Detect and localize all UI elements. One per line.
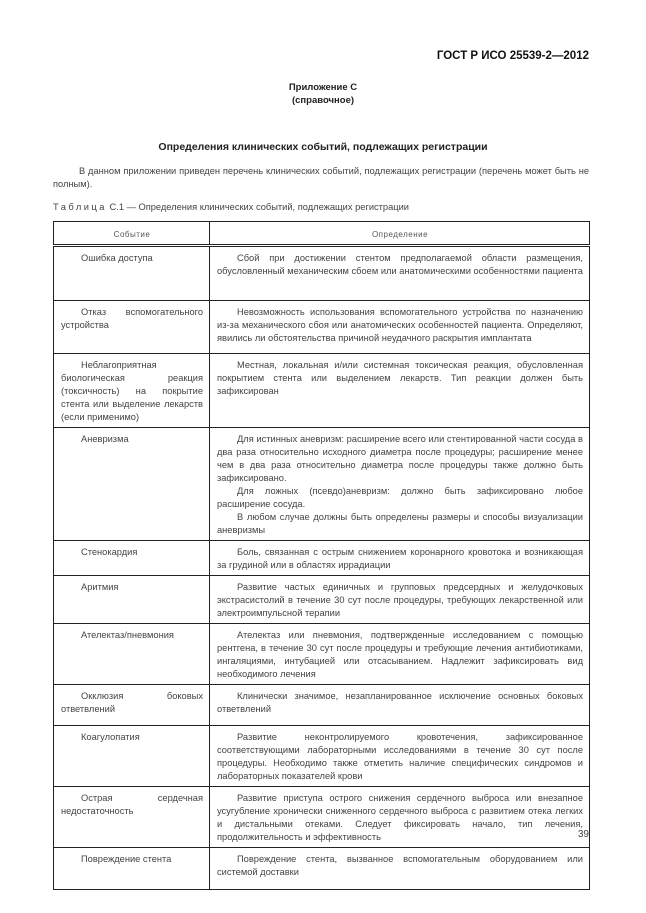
table-caption <box>53 202 409 212</box>
definition-paragraph: Развитие частых единичных и групповых предсердных и желудочковых экстрасистолий в течение 30 сут после процедуры, требующих лекарственной или электроимпульсной терапии <box>217 582 583 618</box>
event-name: Стенокардия <box>81 547 138 557</box>
definition-cell <box>210 246 590 301</box>
definition-cell <box>210 848 590 890</box>
table-header-row <box>54 222 590 246</box>
column-header-event: Событие <box>54 222 210 246</box>
definition-paragraph: Невозможность использования вспомогательного устройства по назначению из-за механического сбоя или анатомических особенностей пациента. Определяют, явились ли обстоятельства причиной неудачного раскрытия имплантата <box>217 307 583 343</box>
table-row <box>54 428 590 541</box>
annex-subtitle: (справочное) <box>291 95 355 106</box>
definition-paragraph: Развитие неконтролируемого кровотечения, зафиксированное соответствующими лабораторными исследованиями в течение 30 сут после процедуры. Необходимо также отметить наличие специфических синдромов и лабораторных показателей крови <box>217 732 583 781</box>
table-row <box>54 787 590 848</box>
annex-heading <box>0 81 646 107</box>
intro-paragraph: В данном приложении приведен перечень клинических событий, подлежащих регистрации (перечень может быть не полным). <box>53 166 589 189</box>
definition-cell <box>210 787 590 848</box>
event-cell <box>54 246 210 301</box>
event-name: Ателектаз/пневмония <box>81 630 174 640</box>
definition-paragraph: Местная, локальная и/или системная токсическая реакция, обусловленная покрытием стента или выделением лекарств. Тип реакции должен быть зафиксирован <box>217 360 583 396</box>
definition-paragraph: В любом случае должны быть определены размеры и способы визуализации аневризмы <box>217 512 583 535</box>
definition-paragraph: Повреждение стента, вызванное вспомогательным оборудованием или системой доставки <box>217 854 583 877</box>
table-caption-prefix: Таблица <box>53 202 107 212</box>
definition-cell <box>210 726 590 787</box>
event-cell <box>54 685 210 726</box>
event-cell <box>54 541 210 576</box>
event-cell <box>54 848 210 890</box>
table-row <box>54 541 590 576</box>
table-row <box>54 576 590 624</box>
clinical-events-table <box>53 221 590 890</box>
event-name: Коагулопатия <box>81 732 140 742</box>
table-row <box>54 624 590 685</box>
definition-paragraph: Боль, связанная с острым снижением коронарного кровотока и возникающая за грудиной или в областях иррадиации <box>217 547 583 570</box>
definition-cell <box>210 428 590 541</box>
table-row <box>54 246 590 301</box>
table-row <box>54 301 590 354</box>
page-number: 39 <box>577 829 589 840</box>
event-name: Аритмия <box>81 582 119 592</box>
event-name: Неблагоприятная биологическая реакция (токсичность) на покрытие стента или выделение лекарств (если применимо) <box>61 360 203 422</box>
event-cell <box>54 576 210 624</box>
table-row <box>54 685 590 726</box>
event-cell <box>54 624 210 685</box>
table-row <box>54 726 590 787</box>
definition-cell <box>210 301 590 354</box>
document-code: ГОСТ Р ИСО 25539-2—2012 <box>436 50 589 62</box>
table-caption-text: С.1 — Определения клинических событий, подлежащих регистрации <box>109 202 409 212</box>
column-header-definition: Определение <box>210 222 590 246</box>
definition-cell <box>210 624 590 685</box>
event-cell <box>54 787 210 848</box>
definition-paragraph: Клинически значимое, незапланированное исключение основных боковых ответвлений <box>217 691 583 714</box>
definition-paragraph: Ателектаз или пневмония, подтвержденные исследованием с помощью рентгена, в течение 30 сут после процедуры и требующие лечения антибиотиками, ингаляциями, интубацией или отсасыванием. Надлежит зафиксировать вид необходимого лечения <box>217 630 583 679</box>
event-name: Повреждение стента <box>81 854 172 864</box>
definition-cell <box>210 541 590 576</box>
event-name: Отказ вспомогательного устройства <box>61 307 203 330</box>
definition-cell <box>210 354 590 428</box>
definition-paragraph: Сбой при достижении стентом предполагаемой области размещения, обусловленный механическим сбоем или анатомическими особенностями пациента <box>217 253 583 276</box>
event-cell <box>54 354 210 428</box>
section-title: Определения клинических событий, подлежащих регистрации <box>158 141 488 153</box>
event-cell <box>54 301 210 354</box>
definition-cell <box>210 576 590 624</box>
event-name: Окклюзия боковых ответвлений <box>61 691 203 714</box>
event-cell <box>54 726 210 787</box>
definition-paragraph: Для истинных аневризм: расширение всего или стентированной части сосуда в два раза относительно исходного диаметра после процедуры; расширение менее чем в два раза относительно диаметра после процедуры также должно быть зафиксировано. <box>217 434 583 483</box>
event-cell <box>54 428 210 541</box>
event-name: Ошибка доступа <box>81 253 153 263</box>
definition-paragraph: Развитие приступа острого снижения сердечного выброса или внезапное усугубление хронически сниженного сердечного выброса с развитием отека легких и дистальными отеками. Следует фиксировать начало, тип лечения, продолжительность и эффективность <box>217 793 583 842</box>
definition-cell <box>210 685 590 726</box>
annex-title: Приложение С <box>288 82 358 93</box>
definition-paragraph: Для ложных (псевдо)аневризм: должно быть зафиксировано любое расширение сосуда. <box>217 486 583 509</box>
table-row <box>54 848 590 890</box>
table-row <box>54 354 590 428</box>
event-name: Аневризма <box>81 434 129 444</box>
event-name: Острая сердечная недостаточность <box>61 793 203 816</box>
